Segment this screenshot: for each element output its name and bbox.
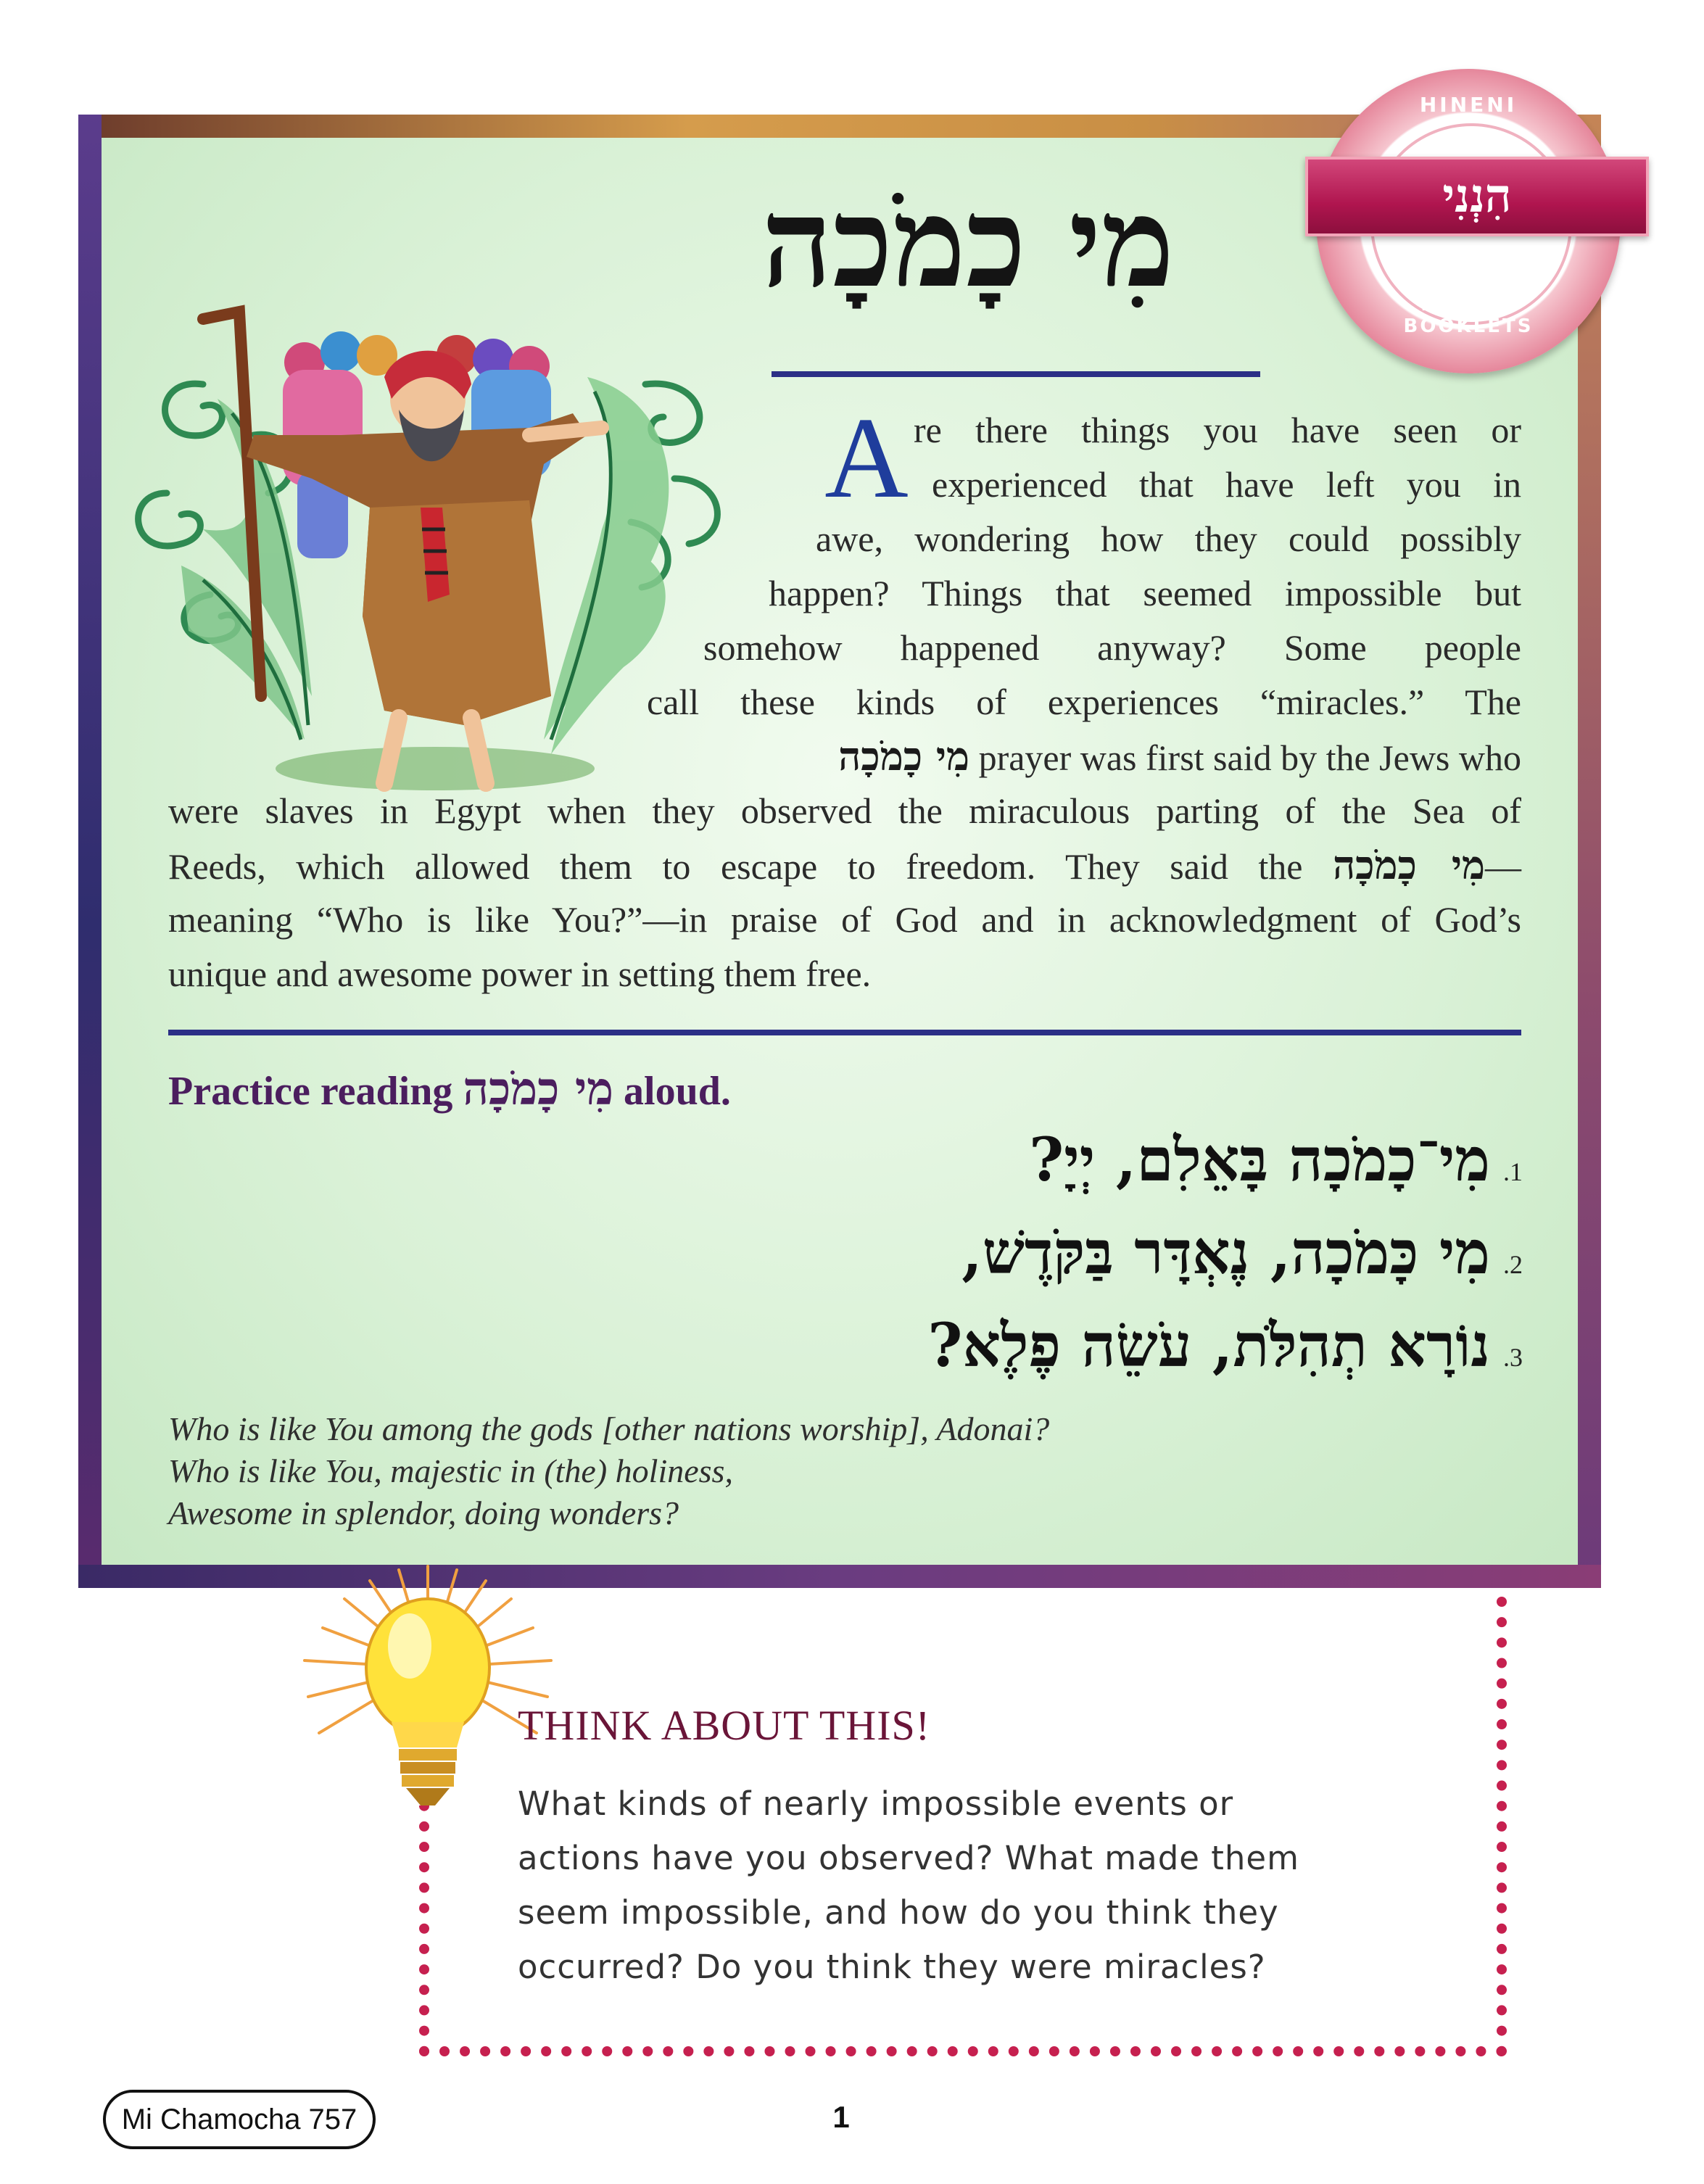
panel-frame-left	[78, 115, 102, 1588]
verse-1-text: מִי־כָמֹכָה בָּאֵלִם, יְיָ?	[1029, 1125, 1490, 1195]
intro-line-7-text: prayer was first said by the Jews who	[969, 737, 1521, 778]
badge-top-label: HINENI	[1419, 93, 1518, 117]
intro-line-4: happen? Things that seemed impossible but	[769, 573, 1521, 613]
think-line-3: seem impossible, and how do you think they	[518, 1893, 1279, 1932]
booklet-label: Mi Chamocha 757	[103, 2090, 376, 2149]
badge-bottom-label: PRAYER BOOKLETS	[1403, 294, 1534, 337]
intro-line-5: somehow happened anyway? Some people	[703, 627, 1521, 668]
intro-line-6: call these kinds of experiences “miracles.” The	[647, 682, 1521, 722]
verse-3-text: נוֹרָא תְהִלֹּת, עֹשֵׂה פֶלֶא?	[927, 1311, 1490, 1381]
intro-line-1: re there things you have seen or	[914, 410, 1521, 450]
intro-line-2: experienced that have left you in	[932, 464, 1521, 505]
translation-line-2: Who is like You, majestic in (the) holiness,	[168, 1452, 733, 1489]
verse-1-number: 1.	[1503, 1157, 1523, 1186]
intro-line-7	[609, 729, 1521, 784]
intro-line-10: meaning “Who is like You?”—in praise of God and in acknowledgment of God’s	[168, 899, 1521, 940]
verse-2	[653, 1209, 1523, 1296]
intro-hebrew-mi-chamocha: מִי כָמֹכָה	[838, 733, 970, 779]
intro-hebrew-mi-chamocha-2: מִי כָמֹכָה	[1333, 842, 1486, 888]
think-heading: THINK ABOUT THIS!	[518, 1702, 931, 1749]
think-line-2: actions have you observed? What made them	[518, 1839, 1299, 1877]
drop-cap: A	[824, 393, 909, 522]
verse-3-number: 3.	[1503, 1343, 1523, 1372]
intro-line-11: unique and awesome power in setting them free.	[168, 954, 872, 994]
intro-line-9-text: Reeds, which allowed them to escape to freedom. They said the	[168, 846, 1333, 887]
title-rule	[772, 371, 1260, 377]
think-line-1: What kinds of nearly impossible events or	[518, 1784, 1234, 1823]
intro-line-9-dash: —	[1485, 846, 1522, 887]
intro-line-9	[168, 838, 1521, 893]
practice-before: Practice reading	[168, 1069, 463, 1114]
verse-1	[653, 1117, 1523, 1204]
practice-heading	[168, 1060, 1473, 1118]
section-rule	[168, 1030, 1521, 1035]
intro-line-3: awe, wondering how they could possibly	[816, 518, 1521, 559]
translation-line-3: Awesome in splendor, doing wonders?	[168, 1494, 679, 1531]
practice-hebrew: מִי כָמֹכָה	[463, 1062, 614, 1115]
verse-3	[653, 1302, 1523, 1389]
verse-2-text: מִי כָּמֹכָה, נֶאְדָּר בַּקֹּדֶשׁ,	[961, 1218, 1490, 1288]
intro-line-8: were slaves in Egypt when they observed the miraculous parting of the Sea of	[168, 790, 1521, 831]
translation-line-1: Who is like You among the gods [other nations worship], Adonai?	[168, 1410, 1050, 1447]
badge-hebrew-label: הִנְנִי	[1442, 169, 1512, 223]
panel-frame-right	[1578, 115, 1601, 1588]
verse-2-number: 2.	[1503, 1250, 1523, 1279]
page-number: 1	[832, 2100, 850, 2134]
practice-after: aloud.	[613, 1069, 731, 1114]
think-line-4: occurred? Do you think they were miracles?	[518, 1948, 1266, 1986]
page-title: מִי כָמֹכָה	[761, 170, 1175, 315]
